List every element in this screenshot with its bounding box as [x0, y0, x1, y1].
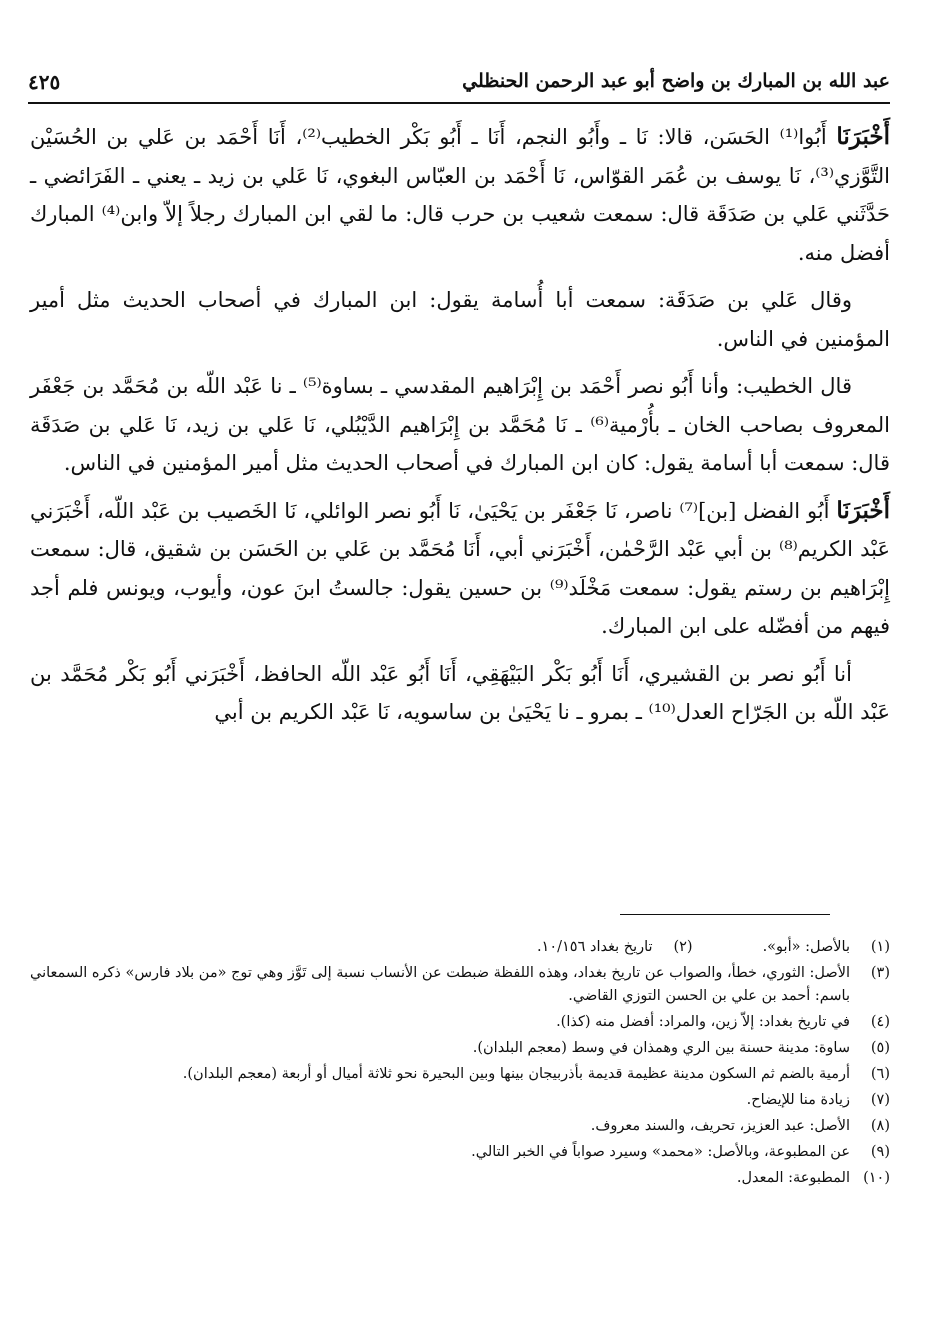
footnote-text: المطبوعة: المعدل.	[736, 1170, 850, 1186]
paragraph-3	[30, 367, 890, 483]
running-header	[28, 66, 890, 100]
paragraph-text: قال الخطيب: وأنا أَبُو نصر أَحْمَد بن إِبْرَاهيم المقدسي ـ بساوة⁽⁵⁾ ـ نا عَبْد اللّه بن مُحَمَّد بن جَعْفَر المعروف بصاحب الخان ـ بأُرْمية⁽⁶⁾ ـ نَا مُحَمَّد بن إِبْرَاهيم الدَّيْبُلي، نَا عَلي بن زيد، نَا عَلي بن صَدَقَة قال: سمعت أبا أسامة يقول: كان ابن المبارك في أصحاب الحديث مثل أمير المؤمنين في الناس.	[30, 374, 891, 475]
footnote-text: عن المطبوعة، وبالأصل: «محمد» وسيرد صواباً في الخبر التالي.	[471, 1144, 850, 1160]
paragraph-5	[30, 655, 890, 732]
footnote-number: (٣)	[870, 965, 890, 981]
footnote-text: أرمية بالضم ثم السكون مدينة عظيمة قديمة بأذربيجان بينها وبين البحيرة نحو ثلاثة أميال أو أربعة (معجم البلدان).	[182, 1066, 850, 1082]
paragraph-text: أَبُوا⁽¹⁾ الحَسَن، قالا: نَا ـ وأَبُو النجم، أَنَا ـ أَبُو بَكْر الخطيب⁽²⁾، أَنَا أَحْمَد بن عَلي بن الحُسَيْن التَّوَّزي⁽³⁾، نَا يوسف بن عُمَر القوّاس، نَا أَحْمَد بن العبّاس البغوي، نَا عَلي بن زيد ـ يعني ـ الفَرَائضي ـ حَدَّثَني عَلي بن صَدَقَة قال: سمعت شعيب بن حرب قال: ما لقي ابن المبارك رجلاً إلاّ وابن⁽⁴⁾ المبارك أفضل منه.	[30, 125, 890, 265]
paragraph-2	[30, 281, 890, 358]
footnotes	[30, 936, 890, 1193]
footnote-text: ساوة: مدينة حسنة بين الري وهمذان في وسط (معجم البلدان).	[472, 1040, 850, 1056]
footnote-text: في تاريخ بغداد: إلاّ زين، والمراد: أفضل منه (كذا).	[556, 1014, 850, 1030]
footnote-2	[537, 936, 693, 959]
footnote-7	[30, 1089, 890, 1112]
footnote-9	[30, 1141, 890, 1164]
footnote-number: (٧)	[870, 1092, 890, 1108]
footnote-1	[763, 936, 890, 959]
footnote-text: زيادة منا للإيضاح.	[746, 1092, 850, 1108]
footnote-number: (٢)	[673, 939, 693, 955]
page-number: ٤٢٥	[28, 70, 61, 94]
footnote-text: الأصل: الثوري، خطأ، والصواب عن تاريخ بغداد، وهذه اللفظة ضبطت عن الأنساب نسبة إلى تَوَّز وهي توج «من بلاد فارس» ذكره السمعاني باسم: أحمد بن علي بن الحسن التوزي القاضي.	[30, 965, 850, 1004]
paragraph-lead: أَخْبَرَنَا	[836, 496, 890, 524]
paragraph-1	[30, 118, 890, 272]
footnote-number: (٨)	[870, 1118, 890, 1134]
footnote-divider	[620, 914, 830, 915]
paragraph-4	[30, 492, 890, 646]
footnote-4	[30, 1011, 890, 1034]
header-divider	[28, 102, 890, 104]
paragraph-text: أَبُو الفضل [بن]⁽⁷⁾ ناصر، نَا جَعْفَر بن يَحْيَىٰ، نَا أَبُو نصر الوائلي، نَا الخَصيب بن عَبْد اللّه، أَخْبَرَني عَبْد الكريم⁽⁸⁾ بن أبي عَبْد الرَّحْمٰن، أَخْبَرَني أبي، أَنَا مُحَمَّد بن عَلي بن الحَسَن بن شقيق، قال: سمعت إِبْرَاهيم بن رستم يقول: سمعت مَخْلَد⁽⁹⁾ بن حسين يقول: جالستُ ابنَ عون، وأيوب، ويونس فلم أجد فيهم من أفضّله على ابن المبارك.	[30, 498, 891, 638]
footnote-number: (١)	[870, 939, 890, 955]
footnote-row-1-2	[30, 936, 890, 959]
footnote-number: (٥)	[870, 1040, 890, 1056]
paragraph-lead: أَخْبَرَنَا	[836, 123, 890, 150]
footnote-10	[30, 1167, 890, 1190]
footnote-number: (٤)	[870, 1014, 890, 1030]
footnote-text: بالأصل: «أبو».	[762, 939, 850, 955]
footnote-text: الأصل: عبد العزيز، تحريف، والسند معروف.	[590, 1118, 850, 1134]
footnote-5	[30, 1037, 890, 1060]
paragraph-text: وقال عَلي بن صَدَقَة: سمعت أبا أُسامة يقول: ابن المبارك في أصحاب الحديث مثل أمير المؤمنين في الناس.	[30, 288, 890, 351]
footnote-number: (٩)	[870, 1144, 890, 1160]
footnote-number: (١٠)	[863, 1170, 890, 1186]
main-text	[30, 118, 890, 741]
footnote-3	[30, 962, 890, 1008]
footnote-text: تاريخ بغداد ١٠/١٥٦.	[536, 939, 653, 955]
footnote-8	[30, 1115, 890, 1138]
paragraph-text: أنا أَبُو نصر بن القشيري، أَنَا أَبُو بَكْر البَيْهَقِي، أَنَا أَبُو عَبْد اللّه الحافظ، أَخْبَرَني أَبُو بَكْر مُحَمَّد بن عَبْد اللّه بن الجَرّاح العدل⁽¹⁰⁾ ـ بمرو ـ نا يَحْيَىٰ بن ساسويه، نَا عَبْد الكريم بن أبي	[30, 661, 890, 724]
running-title: عبد الله بن المبارك بن واضح أبو عبد الرحمن الحنظلي	[462, 70, 890, 92]
footnote-number: (٦)	[870, 1066, 890, 1082]
footnote-6	[30, 1063, 890, 1086]
